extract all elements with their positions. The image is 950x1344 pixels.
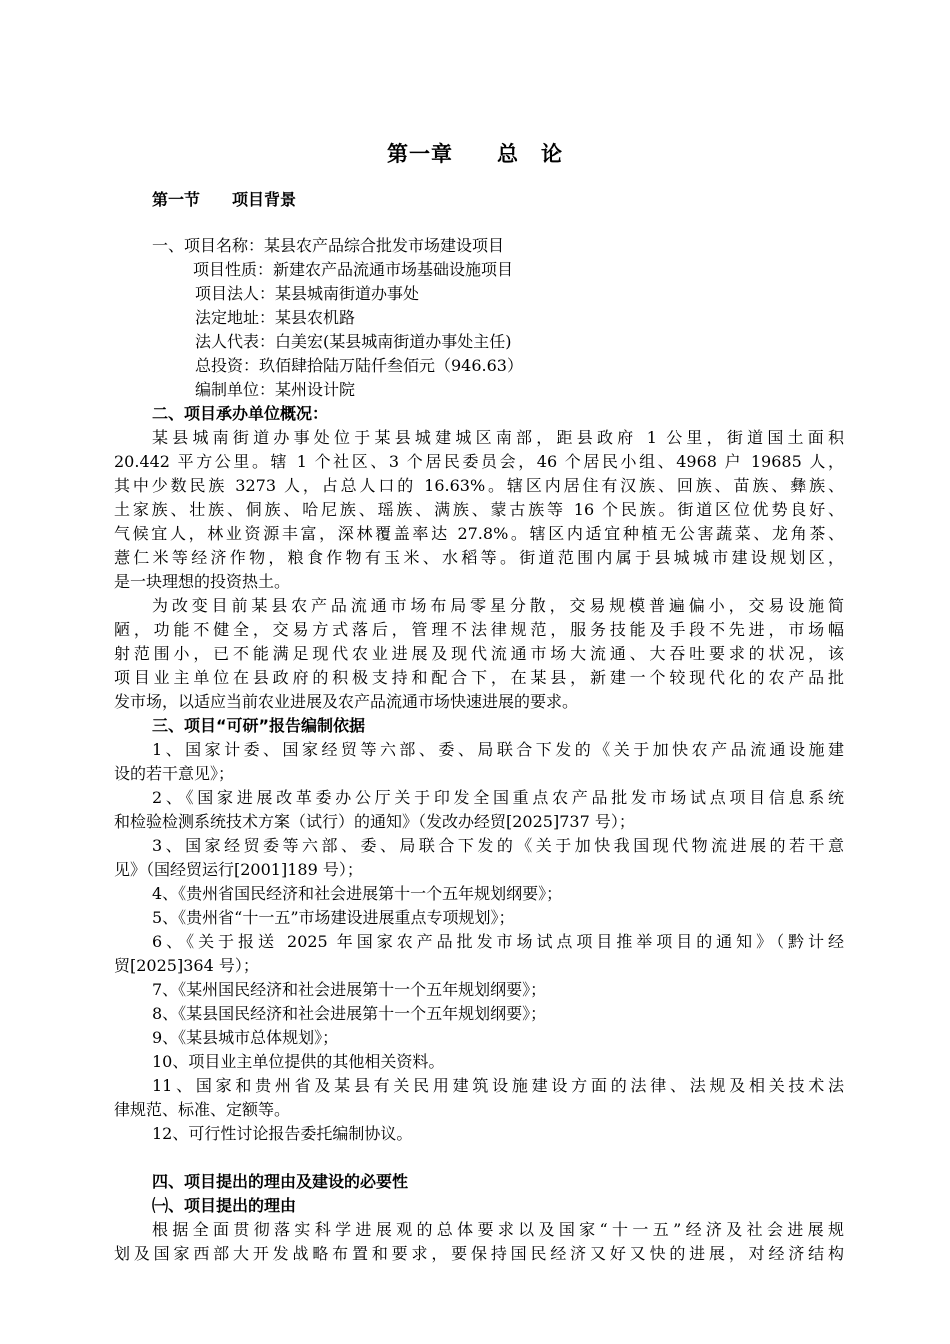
- paragraph-line: 为改变目前某县农产品流通市场布局零星分散，交易规模普遍偏小，交易设施简: [152, 596, 844, 615]
- project-name-line: 一、项目名称：某县农产品综合批发市场建设项目: [152, 236, 505, 255]
- basis-item-11: 11、国家和贵州省及某县有关民用建筑设施建设方面的法律、法规及相关技术法: [152, 1076, 844, 1095]
- basis-item-4: 4、《贵州省国民经济和社会进展第十一个五年规划纲要》；: [152, 884, 563, 903]
- basis-item-11-cont: 律规范、标准、定额等。: [114, 1100, 291, 1119]
- chapter-title: 第一章 总 论: [387, 142, 563, 166]
- representative-line: 法人代表：白美宏(某县城南街道办事处主任): [195, 332, 512, 351]
- paragraph-line: 薏仁米等经济作物，粮食作物有玉米、水稻等。街道范围内属于县城城市建设规划区，: [114, 548, 844, 567]
- paragraph-line: 是一块理想的投资热土。: [114, 572, 291, 591]
- basis-item-6: 6、《关于报送 2025 年国家农产品批发市场试点项目推举项目的通知》（黔计经: [152, 932, 844, 951]
- paragraph-line: 某县城南街道办事处位于某县城建城区南部，距县政府 1 公里，街道国土面积: [152, 428, 844, 447]
- paragraph-line: 根据全面贯彻落实科学进展观的总体要求以及国家“十一五”经济及社会进展规: [152, 1220, 844, 1239]
- paragraph-line: 划及国家西部大开发战略布置和要求，要保持国民经济又好又快的进展，对经济结构: [114, 1244, 844, 1263]
- basis-item-9: 9、《某县城市总体规划》；: [152, 1028, 339, 1047]
- paragraph-line: 其中少数民族 3273 人，占总人口的 16.63%。辖区内居住有汉族、回族、苗族、彝族、: [114, 476, 844, 495]
- basis-item-2-cont: 和检验检测系统技术方案（试行）的通知》（发改办经贸[2025]737 号）；: [114, 812, 635, 831]
- paragraph-line: 气候宜人，林业资源丰富，深林覆盖率达 27.8%。辖区内适宜种植无公害蔬菜、龙角茶、: [114, 524, 844, 543]
- paragraph-line: 20.442 平方公里。辖 1 个社区、3 个居民委员会，46 个居民小组、4968 户 19685 人，: [114, 452, 844, 471]
- section-title: 第一节 项目背景: [152, 190, 297, 209]
- project-nature-line: 项目性质：新建农产品流通市场基础设施项目: [193, 260, 514, 279]
- basis-item-6-cont: 贸[2025]364 号）；: [114, 956, 259, 975]
- basis-item-12: 12、可行性讨论报告委托编制协议。: [152, 1124, 413, 1143]
- basis-item-2: 2、《国家进展改革委办公厅关于印发全国重点农产品批发市场试点项目信息系统: [152, 788, 844, 807]
- paragraph-line: 陋，功能不健全，交易方式落后，管理不法律规范，服务技能及手段不先进，市场幅: [114, 620, 844, 639]
- paragraph-line: 发市场，以适应当前农业进展及农产品流通市场快速进展的要求。: [114, 692, 579, 711]
- heading-reasons: 四、项目提出的理由及建设的必要性: [152, 1172, 409, 1191]
- address-line: 法定地址：某县农机路: [195, 308, 356, 327]
- paragraph-line: 项目业主单位在县政府的积极支持和配合下，在某县，新建一个较现代化的农产品批: [114, 668, 844, 687]
- investment-line: 总投资：玖佰肆拾陆万陆仟叁佰元（946.63）: [195, 356, 523, 375]
- basis-item-3-cont: 见》（国经贸运行[2001]189 号）；: [114, 860, 363, 879]
- paragraph-line: 土家族、壮族、侗族、哈尼族、瑶族、满族、蒙古族等 16 个民族。街道区位优势良好、: [114, 500, 844, 519]
- basis-item-1-cont: 设的若干意见》；: [114, 764, 235, 783]
- subheading-reasons: ㈠、项目提出的理由: [152, 1196, 297, 1215]
- basis-item-10: 10、项目业主单位提供的其他相关资料。: [152, 1052, 445, 1071]
- legal-person-line: 项目法人：某县城南街道办事处: [195, 284, 420, 303]
- basis-item-7: 7、《某州国民经济和社会进展第十一个五年规划纲要》；: [152, 980, 547, 999]
- basis-item-5: 5、《贵州省“十一五”市场建设进展重点专项规划》；: [152, 908, 515, 927]
- basis-item-8: 8、《某县国民经济和社会进展第十一个五年规划纲要》；: [152, 1004, 547, 1023]
- heading-organizer: 二、项目承办单位概况：: [152, 404, 329, 423]
- paragraph-line: 射范围小，已不能满足现代农业进展及现代流通市场大流通、大吞吐要求的状况，该: [114, 644, 844, 663]
- heading-basis: 三、项目“可研”报告编制依据: [152, 716, 366, 735]
- compiler-line: 编制单位：某州设计院: [195, 380, 356, 399]
- basis-item-3: 3、国家经贸委等六部、委、局联合下发的《关于加快我国现代物流进展的若干意: [152, 836, 844, 855]
- basis-item-1: 1、国家计委、国家经贸等六部、委、局联合下发的《关于加快农产品流通设施建: [152, 740, 844, 759]
